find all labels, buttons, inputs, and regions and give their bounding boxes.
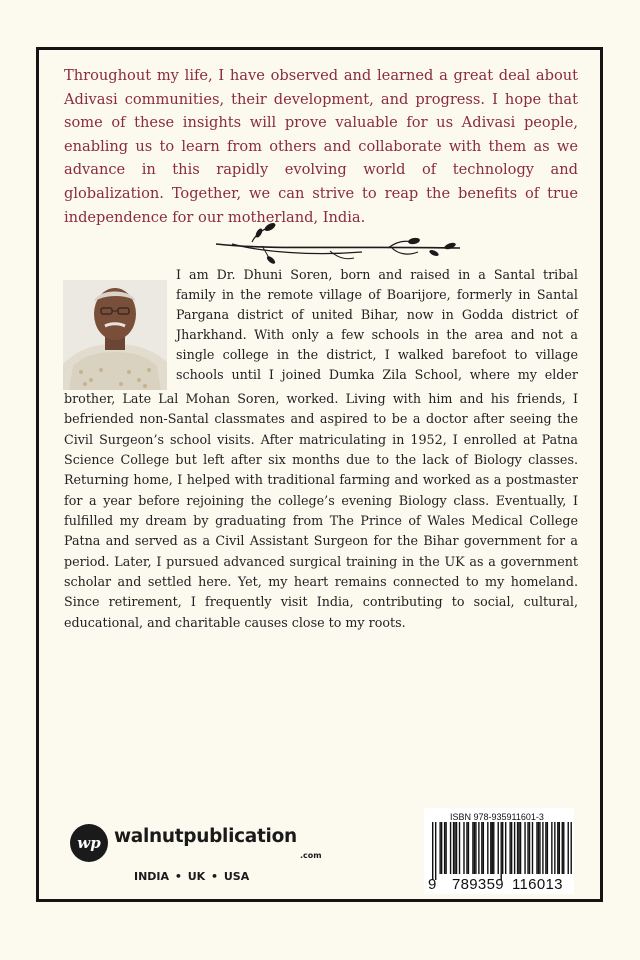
barcode-bar — [514, 822, 515, 874]
bio-line: single college in the district, I walked barefoot to village — [176, 347, 578, 363]
barcode-bar — [547, 822, 548, 874]
barcode-bar — [487, 822, 488, 874]
barcode-bar — [527, 822, 528, 874]
bio-line: schools until I joined Dumka Zila School, where my elder — [176, 367, 578, 383]
barcode-bar — [481, 822, 482, 874]
bio-intro-lines — [176, 265, 578, 386]
barcode-bar — [490, 822, 491, 874]
author-portrait — [63, 280, 167, 390]
barcode-bar — [435, 822, 436, 880]
barcode-bar — [509, 822, 510, 874]
barcode-bar — [441, 822, 442, 874]
barcode-bar — [439, 822, 440, 874]
barcode-bar — [456, 822, 457, 874]
barcode-bar — [545, 822, 546, 874]
barcode-bar — [542, 822, 543, 874]
barcode-bar — [562, 822, 563, 874]
bio-line: family in the remote village of Boarijore, formerly in Santal — [176, 287, 578, 303]
barcode-bar — [571, 822, 572, 874]
barcode-bar — [459, 822, 460, 874]
barcode-bar — [568, 822, 569, 874]
publisher-logo-icon: wp — [70, 824, 108, 862]
barcode-bar — [474, 822, 475, 874]
barcode-bar — [432, 822, 433, 880]
barcode-bar — [557, 822, 558, 874]
barcode-bar — [498, 822, 499, 874]
barcode-bar — [518, 822, 519, 874]
isbn-digit-group-1: 789359 — [452, 876, 504, 893]
barcode-bar — [501, 822, 502, 880]
barcode-bar — [453, 822, 454, 874]
barcode-bar — [563, 822, 564, 874]
barcode-bar — [466, 822, 467, 874]
barcode-bar — [478, 822, 479, 874]
barcode-bar — [463, 822, 464, 874]
barcode-bar — [493, 822, 494, 874]
barcode-bar — [450, 822, 451, 874]
publisher-domain: .com — [300, 851, 322, 860]
barcode-bar — [454, 822, 455, 874]
barcode-bar — [538, 822, 539, 874]
barcode-bar — [536, 822, 537, 874]
barcode-bar — [472, 822, 473, 874]
barcode-bar — [554, 822, 555, 874]
barcode-bar — [529, 822, 530, 874]
barcode-bar — [502, 822, 503, 874]
bio-line: I am Dr. Dhuni Soren, born and raised in a Santal tribal — [176, 267, 578, 282]
barcode-bar — [483, 822, 484, 874]
barcode-bar — [468, 822, 469, 874]
barcode-bar — [511, 822, 512, 874]
barcode-bar — [559, 822, 560, 874]
leafy-branch-icon — [212, 222, 464, 266]
publisher-regions: INDIA • UK • USA — [134, 870, 250, 883]
isbn-digit-group-2: 116013 — [512, 876, 563, 893]
barcode-bar — [539, 822, 540, 874]
barcode-bar — [445, 822, 446, 874]
barcode-bar — [551, 822, 552, 874]
bio-paragraph: brother, Late Lal Mohan Soren, worked. Living with him and his friends, I befriended non-Santal classmates and aspired to be a doctor after seeing the Civil Surgeon’s school visits. After matriculating in 1952, I enrolled at Patna Science College but left after six months due to the lack of Biology classes. Returning home, I helped with traditional farming and worked as a postmaster for a year before rejoining the college’s evening Biology class. Eventually, I fulfilled my dream by graduating from The Prince of Wales Medical College Patna and served as a Civil Assistant Surgeon for the Bihar government for a period. Later, I pursued advanced surgical training in the UK as a government scholar and settled here. Yet, my heart remains connected to my homeland. Since retirement, I frequently visit India, contributing to social, cultural, educational, and charitable causes close to my roots. — [64, 391, 578, 630]
barcode-bar — [475, 822, 476, 874]
barcode-bar — [532, 822, 533, 874]
bio-line: Pargana district of united Bihar, now in Godda district of — [176, 307, 578, 323]
barcode-bar — [505, 822, 506, 874]
barcode-bar — [520, 822, 521, 874]
bio-line: Jharkhand. With only a few schools in the area and not a — [176, 327, 578, 343]
barcode-bar — [524, 822, 525, 874]
isbn-digit-prefix: 9 — [428, 876, 437, 893]
publisher-name: walnutpublication — [114, 826, 297, 847]
isbn-label: ISBN 978-935911601-3 — [450, 812, 544, 822]
intro-paragraph: Throughout my life, I have observed and learned a great deal about Adivasi communities, their development, and progress. I hope that some of these insights will prove valuable for us Adivasi people, enabling us to learn from others and collaborate with them as we advance in this rapidly evolving world of technology and globalization. Together, we can strive to reap the benefits of true independence for our motherland, India. — [64, 67, 578, 226]
barcode-icon — [432, 822, 572, 880]
barcode-bar — [492, 822, 493, 874]
barcode-bar — [444, 822, 445, 874]
barcode-bar — [517, 822, 518, 874]
